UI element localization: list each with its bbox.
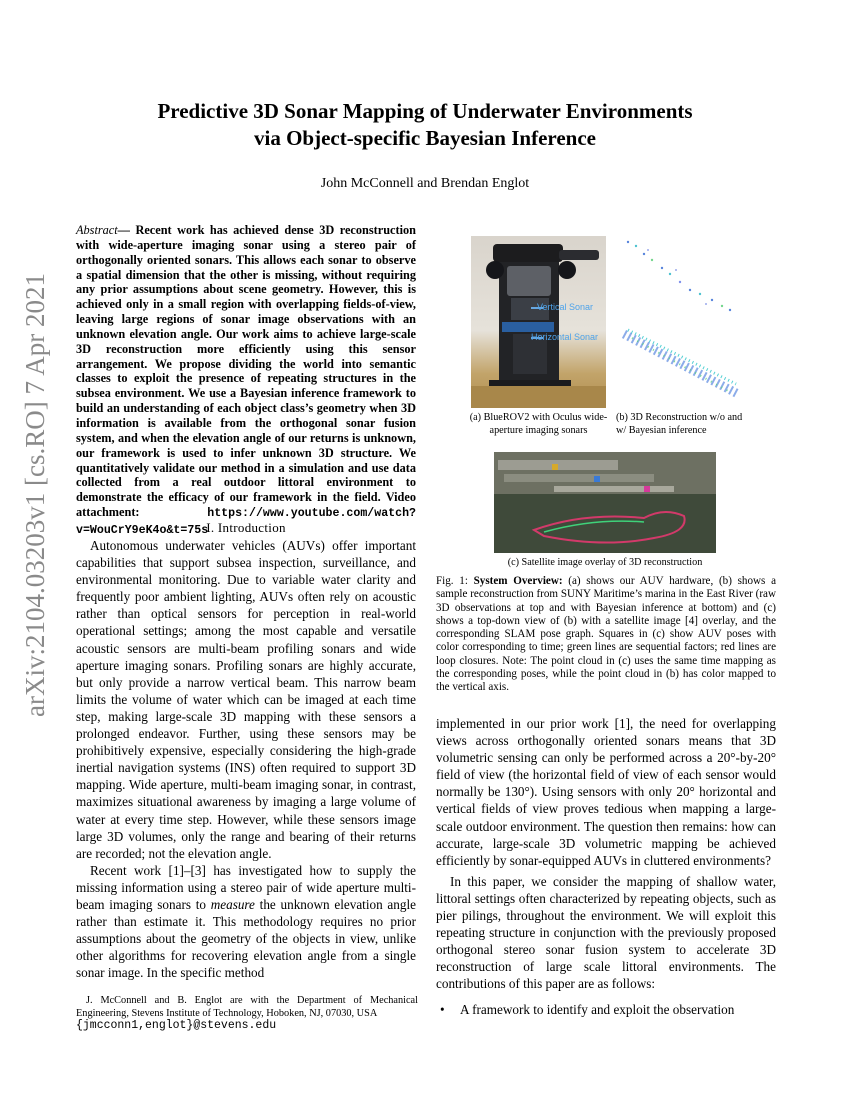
- point-cloud-illustration: [618, 234, 746, 404]
- intro-p2-end: the unknown elevation angle rather than estimate it. This methodology requires no prior assumptions about the geometry of the objects in view, unlike other algorithms for recovering elevation angle from a single sonar image. In the specific method: [76, 896, 416, 981]
- figure-1c-satellite-overlay: [494, 452, 716, 553]
- introduction-body: [76, 537, 416, 981]
- label-horizontal-sonar: Horizontal Sonar: [531, 332, 599, 342]
- figure-1b-reconstruction: [618, 234, 746, 404]
- figure-1-caption: [436, 575, 776, 695]
- figure-caption-text: (a) shows our AUV hardware, (b) shows a sample reconstruction from SUNY Maritime’s marina in the East River (raw 3D observations at top and with Bayesian inference at bottom) and (c) shows a top-down view of (b) with a satellite image [4] overlay, and the corresponding SLAM pose graph. Squares in (c) show AUV poses with color corresponding to time; green lines are sequential factors; red lines are loop closures. Note: The point cloud in (c) uses the same time mapping as the corresponding poses, while the point cloud in (b) has color mapped to the vertical axis.: [436, 575, 777, 694]
- subcaption-a: (a) BlueROV2 with Oculus wide-aperture imaging sonars: [469, 412, 608, 436]
- authors: John McConnell and Brendan Englot: [320, 176, 530, 191]
- intro-p2-start: Recent work [1]–[3] has investigated how to supply the missing information using a stereo pair of wide aperture multi-beam imaging sonars to: [76, 862, 416, 912]
- contribution-bullet-1: [440, 1002, 776, 1018]
- intro-paragraph-2: [76, 862, 416, 982]
- figure-1a-rov-photo: [471, 236, 606, 408]
- abstract: [76, 223, 416, 539]
- rov-illustration: [471, 236, 606, 408]
- subcaption-c: (c) Satellite image overlay of 3D reconstruction: [507, 557, 703, 568]
- intro-p2-emphasis: measure: [210, 896, 255, 912]
- right-paragraph-1: implemented in our prior work [1], the need for overlapping views across orthogonally oriented sonars means that 3D volumetric sensing can only be performed across a 20°-by-20° field of view (the horizontal field of view of each sensor would normally be 130°). Using sensors with only 20° horizontal and vertical fields of view proves tedious when mapping a large-scale outdoor environment. The question then remains: how can accurate, large-scale 3D volumetric mapping be achieved efficiently by sonar-equipped AUVs in cluttered environments?: [436, 716, 776, 868]
- satellite-illustration: [494, 452, 716, 553]
- label-vertical-sonar: Vertical Sonar: [537, 302, 594, 312]
- abstract-label: Abstract: [76, 223, 118, 237]
- bullet-text: A framework to identify and exploit the observation: [460, 1002, 735, 1017]
- section-heading-introduction: I. Introduction: [206, 520, 286, 535]
- footnote-email[interactable]: {jmcconn1,englot}@stevens.edu: [76, 1019, 277, 1033]
- right-column-body: [436, 715, 776, 993]
- paper-title: [100, 98, 750, 152]
- author-footnote: [76, 995, 418, 1033]
- video-link[interactable]: https://www.youtube.com/watch?v=WouCrY9eK4o&t=75s: [76, 507, 416, 537]
- intro-paragraph-1: Autonomous underwater vehicles (AUVs) offer important capabilities that support subsea inspection, surveillance, and environmental monitoring. Due to variable water clarity and frequently poor ambient lighting, AUVs often rely on acoustic rather than optical sensors for perception in real-world operational settings; among the most capable and versatile acoustic sensors are multi-beam profiling sonars and wide aperture imaging sonars. Profiling sonars are highly accurate, but only provide a narrow vertical beam. This narrow beam limits the volume of water which can be imaged at each time step, making large-scale 3D mapping with these sensors a prolonged endeavor. Further, using these sensors may be prohibitively expensive, especially considering the high-grade inertial navigation systems (INS) often required to support 3D mapping. Wide aperture, multi-beam imaging sonar, in contrast, maximizes situational awareness by imaging a large volume of water at every time step. However, while these sensors image large 3D volumes, only the range and bearing of their returns are recorded; not the elevation angle.: [76, 538, 416, 861]
- title-line-1: Predictive 3D Sonar Mapping of Underwater Environments: [157, 99, 693, 123]
- right-paragraph-2: In this paper, we consider the mapping of shallow water, littoral settings often characterized by repeating objects, such as pier pilings, throughout the environment. We will exploit this repeating structure in conjunction with the previously proposed orthogonal stereo sonar fusion system to accelerate 3D reconstruction of large scale littoral environments. The contributions of this paper are as follows:: [436, 873, 776, 992]
- arxiv-stamp: arXiv:2104.03203v1 [cs.RO] 7 Apr 2021: [20, 273, 50, 717]
- footnote-text: J. McConnell and B. Englot are with the Department of Mechanical Engineering, Stevens Institute of Technology, Hoboken, NJ, 07030, USA: [76, 995, 418, 1019]
- title-line-2: via Object-specific Bayesian Inference: [254, 126, 596, 150]
- bullet-marker: •: [440, 1002, 445, 1017]
- figure-caption-bold: System Overview:: [473, 575, 563, 587]
- abstract-text: — Recent work has achieved dense 3D reconstruction with wide-aperture imaging sonar using a stereo pair of orthogonally oriented sonars. This allows each sonar to observe a spatial dimension that the other is missing, without requiring any prior assumptions about scene geometry. However, this is achieved only in a small region with overlapping fields-of-view, leaving large regions of sonar image observations with an unknown elevation angle. Our work aims to achieve large-scale 3D reconstruction more efficiently using this sensor arrangement. We propose dividing the world into semantic classes to exploit the presence of repeating structures in the subsea environment. We use a Bayesian inference framework to build an understanding of each object class’s geometry when 3D information is available from the orthogonal sonar fusion system, and when the elevation angle of our returns is unknown, our framework is used to infer unknown 3D structure. We quantitatively validate our method in a simulation and use data collected from a real outdoor littoral environment to demonstrate the efficacy of our framework in the field. Video attachment:: [76, 223, 416, 520]
- subcaption-b: (b) 3D Reconstruction w/o and w/ Bayesian inference: [616, 412, 743, 436]
- figure-label: Fig. 1:: [436, 575, 474, 587]
